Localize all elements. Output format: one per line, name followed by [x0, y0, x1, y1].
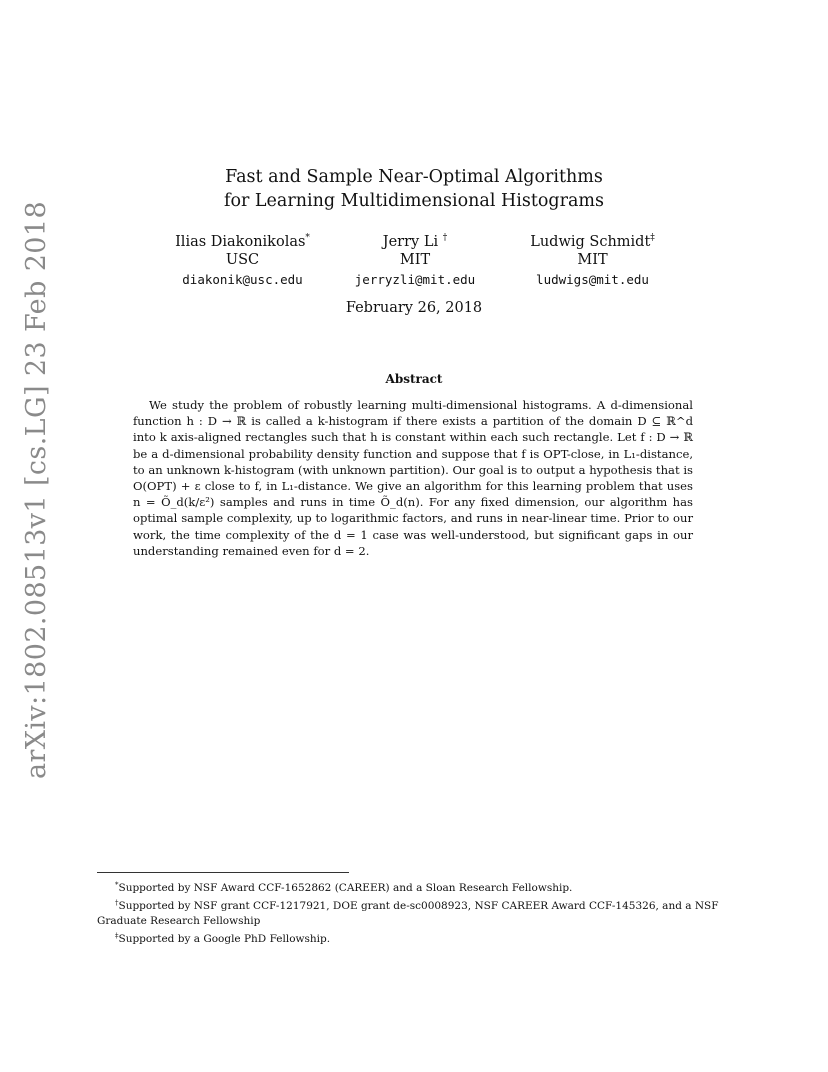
- author-1: [165, 229, 320, 289]
- footnotes: [97, 878, 737, 947]
- footnote-text: Supported by NSF grant CCF-1217921, DOE grant de-sc0008923, NSF CAREER Award CCF-145326, and a NSF Graduate Research Fellowship: [97, 900, 719, 927]
- title-line-1: Fast and Sample Near-Optimal Algorithms: [225, 167, 603, 187]
- author-affiliation: USC: [225, 252, 260, 268]
- author-name: Jerry Li: [382, 234, 439, 250]
- author-mark: *: [305, 233, 310, 243]
- author-name: Ilias Diakonikolas: [175, 234, 306, 250]
- abstract-body: We study the problem of robustly learning multi-dimensional histograms. A d-dimensional function h : D → ℝ is called a k-histogram if there exists a partition of the domain D ⊆ ℝ^d into k axis-aligned rectangles such that h is constant within each such rectangle. Let f : D → ℝ be a d-dimensional probability density function and suppose that f is OPT-close, in L₁-distance, to an unknown k-histogram (with unknown partition). Our goal is to output a hypothesis that is O(OPT) + ε close to f, in L₁-distance. We give an algorithm for this learning problem that uses n = Õ_d(k/ε²) samples and runs in time Õ_d(n). For any fixed dimension, our algorithm has optimal sample complexity, up to logarithmic factors, and runs in near-linear time. Prior to our work, the time complexity of the d = 1 case was well-understood, but significant gaps in our understanding remained even for d = 2.: [133, 398, 693, 558]
- author-email: ludwigs@mit.edu: [536, 272, 649, 287]
- author-name: Ludwig Schmidt: [530, 234, 651, 250]
- footnote-1: [97, 878, 737, 896]
- footnote-mark: *: [115, 881, 119, 889]
- footnote-3: [97, 929, 737, 947]
- footnote-2: [97, 896, 737, 929]
- footnote-rule: [97, 872, 349, 873]
- author-mark: †: [442, 233, 448, 243]
- author-email: jerryzli@mit.edu: [354, 272, 476, 287]
- paper-title: [0, 165, 828, 213]
- paper-date: February 26, 2018: [345, 300, 483, 316]
- author-affiliation: MIT: [399, 252, 431, 268]
- footnote-mark: †: [115, 899, 119, 907]
- footnote-text: Supported by a Google PhD Fellowship.: [118, 933, 331, 945]
- footnote-mark: ‡: [115, 932, 119, 940]
- abstract-heading: Abstract: [385, 372, 443, 386]
- author-2: [340, 229, 490, 289]
- arxiv-id: arXiv:1802.08513v1 [cs.LG] 23 Feb 2018: [20, 200, 52, 780]
- footnote-text: Supported by NSF Award CCF-1652862 (CAREER) and a Sloan Research Fellowship.: [118, 882, 573, 894]
- title-line-2: for Learning Multidimensional Histograms: [223, 191, 605, 211]
- author-mark: ‡: [650, 233, 655, 243]
- author-email: diakonik@usc.edu: [182, 272, 303, 287]
- author-3: [515, 229, 670, 289]
- author-affiliation: MIT: [577, 252, 608, 268]
